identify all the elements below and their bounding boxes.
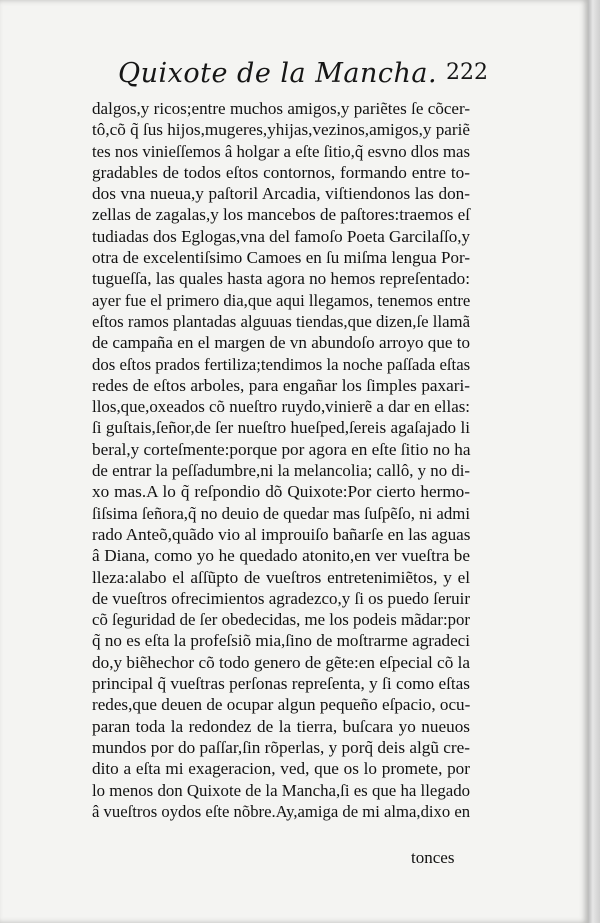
text-line: rado Anteõ,quãdo vio al improuiſo bañarſe en las aguas [92,524,471,544]
page-edge [588,0,600,923]
text-line: tudiadas dos Eglogas,vna del famoſo Poeta Garcilaſſo,y [92,226,470,246]
text-line: principal q̃ vueſtras perſonas repreſenta, y ſi como eſtas [92,674,470,694]
text-line: lo menos don Quixote de la Mancha,ſi es que ha llegado [92,780,471,800]
text-line: llos,que,oxeados cõ nueſtro ruydo,vinierẽ a dar en ellas: [92,397,470,417]
text-line: de vueſtros ofrecimientos agradezco,y ſi os puedo ſeruir [92,588,470,608]
text-line: gradables de todos eſtos contornos, formando entre to- [92,162,470,182]
running-head [118,58,488,98]
running-title: Quixote de la Mancha. [118,58,438,89]
text-line: ſi guſtais,ſeñor,de ſer nueſtro hueſped,ſereis agaſajado li [92,418,470,438]
text-line: mundos por do paſſar,ſin rõperlas, y porq̃ deis algũ cre- [92,737,470,757]
text-line: tugueſſa, las quales hasta agora no hemos repreſentado: [92,269,470,289]
text-line: eſtos ramos plantadas alguuas tiendas,que dizen,ſe llamã [92,311,470,331]
text-line: beral,y corteſmente:porque por agora en eſte ſitio no ha [92,439,471,459]
text-line: otra de excelentiſsimo Camoes en ſu miſma lengua Por- [92,248,470,268]
text-line: redes,que deuen de ocupar algun pequeño eſpacio, ocu- [92,695,471,715]
text-line: redes de eſtos arboles, para engañar los ſimples paxari- [92,375,470,395]
catchword: tonces [411,848,455,867]
text-line: dalgos,y ricos;entre muchos amigos,y pariẽtes ſe cõcer- [92,99,470,118]
page-number: 222 [446,60,488,85]
text-line: de campaña en el margen de vn abundoſo arroyo que to [92,333,470,353]
text-line: tes nos vinieſſemos â holgar a eſte ſitio,q̃ esvno dlos mas [92,141,470,161]
text-line: dito a eſta mi exageracion, ved, que os lo promete, por [92,759,470,779]
text-line: lleza:alabo el aſſũpto de vueſtros entretenimiẽtos, y el [92,567,470,587]
text-line: â Diana, como yo he quedado atonito,en ver vueſtra be [92,546,470,566]
text-line: â vueſtros oydos eſte nõbre.Ay,amiga de mi alma,dixo en [92,801,471,821]
text-line: cõ ſeguridad de ſer obedecidas, me los podeis mãdar:por [92,610,470,630]
text-line: dos eſtos prados fertiliza;tendimos la noche paſſada eſtas [92,354,471,374]
text-line: ſiſsima ſeñora,q̃ no deuio de quedar mas ſuſpẽſo, ni admi [92,503,470,523]
text-line: paran toda la redondez de la tierra, buſcara yo nueuos [92,716,470,736]
text-line: ayer fue el primero dia,que aqui llegamos, tenemos entre [92,290,471,310]
text-line: do,y biẽhechor cõ todo genero de gẽte:en eſpecial cõ la [92,652,470,672]
text-line: xo mas.A lo q̃ reſpondio dõ Quixote:Por cierto hermo- [92,482,470,502]
text-line: dos vna nueua,y paſtoril Arcadia, viſtiendonos las don- [92,184,470,204]
text-line: de entrar la peſſadumbre,ni la melancolia; callô, y no di- [92,461,471,481]
text-line: tô,cõ q̃ ſus hijos,mugeres,yhijas,vezinos,amigos,y pariẽ [92,120,470,140]
text-line: q̃ no es eſta la profeſsiõ mia,ſino de moſtrarme agradeci [92,631,470,651]
text-line: zellas de zagalas,y los mancebos de paſtores:traemos eſ [92,205,470,225]
body-text [92,98,470,822]
